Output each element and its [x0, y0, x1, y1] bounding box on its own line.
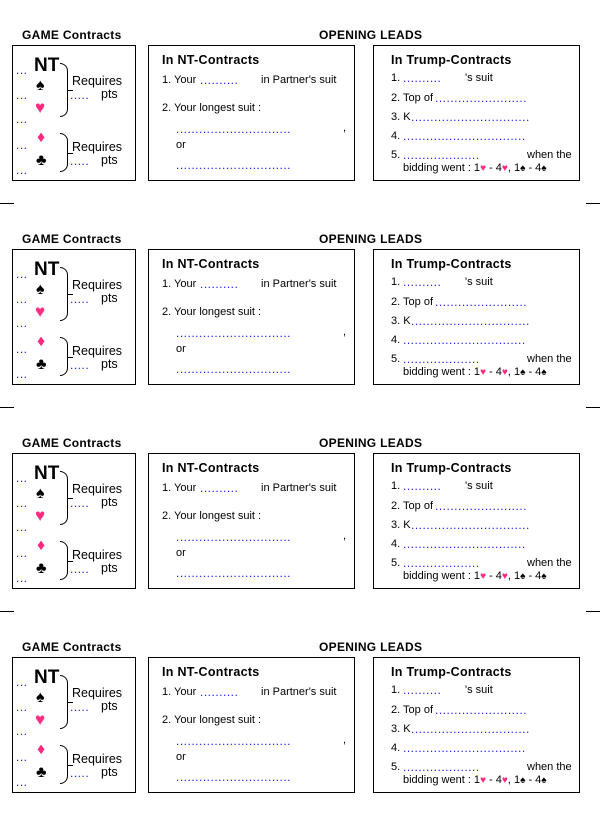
trump-item3-label: 3. K — [391, 111, 411, 123]
trump-contracts-box — [373, 453, 580, 589]
pts-label: pts — [101, 291, 118, 305]
trump-item3-blank: ............................... — [411, 722, 530, 736]
diamond-icon: ♦ — [37, 333, 46, 350]
trump-item1-label: 1. — [391, 480, 401, 492]
nt-line1-label: 1. Your — [162, 74, 197, 86]
heart-blank: ... — [16, 724, 28, 738]
trump-item5-tail: when the — [527, 149, 572, 161]
opening-leads-heading: OPENING LEADS — [319, 640, 423, 654]
nt-label: NT — [34, 463, 60, 484]
cut-mark-right — [586, 407, 600, 408]
bidding-line — [403, 774, 547, 786]
trump-contracts-box — [373, 45, 580, 181]
trump-item5-tail: when the — [527, 761, 572, 773]
major-brace — [60, 675, 68, 729]
trump-item1-label: 1. — [391, 276, 401, 288]
bid-mid: - 4 — [486, 366, 502, 378]
nt-line2-label: 2. Your longest suit : — [162, 102, 262, 114]
nt-box-title: In NT-Contracts — [162, 461, 260, 475]
trump-item5-label: 5. — [391, 761, 401, 773]
trump-item1-blank: .......... — [403, 479, 442, 493]
trump-item5-tail: when the — [527, 353, 572, 365]
nt-line4-blank: .............................. — [176, 158, 292, 172]
game-contracts-box — [12, 453, 136, 589]
nt-line3-blank: .............................. — [176, 326, 292, 340]
nt-contracts-box — [148, 453, 355, 589]
nt-contracts-box — [148, 657, 355, 793]
heart-icon: ♥ — [480, 775, 486, 786]
trump-item1-blank: .......... — [403, 683, 442, 697]
nt-line1-label: 1. Your — [162, 482, 197, 494]
requires-label: Requires — [72, 140, 123, 154]
trump-item5-label: 5. — [391, 149, 401, 161]
trump-item4-blank: ................................ — [403, 333, 526, 347]
trump-item3-label: 3. K — [391, 723, 411, 735]
club-blank: ... — [16, 571, 28, 585]
minor-brace — [60, 337, 68, 376]
requires-label: Requires — [72, 344, 123, 358]
requires-label: Requires — [72, 686, 123, 700]
bid-sep: , 1 — [507, 162, 521, 174]
pts-label: pts — [101, 87, 118, 101]
bid-prefix: bidding went : 1 — [403, 570, 481, 582]
nt-line2-label: 2. Your longest suit : — [162, 306, 262, 318]
nt-comma: , — [343, 122, 347, 134]
minor-pts-blank: ..... — [70, 766, 90, 780]
minor-pts-blank: ..... — [70, 358, 90, 372]
game-card — [0, 615, 600, 815]
trump-item4-label: 4. — [391, 538, 401, 550]
nt-label: NT — [34, 667, 60, 688]
nt-label: NT — [34, 55, 60, 76]
trump-item2-label: 2. Top of — [391, 704, 433, 716]
spade-icon: ♠ — [36, 281, 45, 298]
major-pts-blank: ..... — [70, 700, 90, 714]
nt-contracts-box — [148, 45, 355, 181]
heart-blank: ... — [16, 112, 28, 126]
trump-item4-blank: ................................ — [403, 741, 526, 755]
spade-icon: ♠ — [520, 775, 526, 786]
trump-item2-label: 2. Top of — [391, 500, 433, 512]
game-card — [0, 207, 600, 407]
spade-icon: ♠ — [520, 163, 526, 174]
diamond-icon: ♦ — [37, 537, 46, 554]
trump-item1-blank: .......... — [403, 71, 442, 85]
pts-label: pts — [101, 357, 118, 371]
trump-item3-label: 3. K — [391, 519, 411, 531]
nt-blank: ... — [16, 63, 28, 77]
spade-blank: ... — [16, 88, 28, 102]
nt-line1-blank: .......... — [200, 277, 239, 291]
bid-mid: - 4 — [525, 162, 542, 174]
nt-line1-label: 1. Your — [162, 278, 197, 290]
heart-icon: ♥ — [501, 367, 508, 378]
requires-label: Requires — [72, 482, 123, 496]
trump-item4-label: 4. — [391, 130, 401, 142]
trump-box-title: In Trump-Contracts — [391, 461, 512, 475]
trump-item1-tail: 's suit — [465, 72, 493, 84]
heart-icon: ♥ — [35, 98, 46, 117]
trump-item2-blank: ........................ — [435, 703, 528, 717]
cut-mark-right — [586, 611, 600, 612]
diamond-icon: ♦ — [37, 741, 46, 758]
nt-contracts-box — [148, 249, 355, 385]
spade-icon: ♠ — [541, 571, 547, 582]
heart-blank: ... — [16, 316, 28, 330]
nt-comma: , — [343, 326, 347, 338]
trump-item1-blank: .......... — [403, 275, 442, 289]
nt-line3-blank: .............................. — [176, 734, 292, 748]
spade-blank: ... — [16, 496, 28, 510]
trump-item5-blank: .................... — [403, 760, 480, 774]
cut-mark-left — [0, 203, 14, 204]
trump-item2-blank: ........................ — [435, 499, 528, 513]
trump-item5-blank: .................... — [403, 556, 480, 570]
trump-item4-label: 4. — [391, 334, 401, 346]
heart-icon: ♥ — [480, 571, 486, 582]
bid-mid: - 4 — [486, 570, 502, 582]
bid-mid: - 4 — [525, 774, 542, 786]
bidding-line — [403, 162, 547, 174]
game-contracts-box — [12, 249, 136, 385]
pts-label: pts — [101, 765, 118, 779]
heart-icon: ♥ — [35, 302, 46, 321]
trump-item4-blank: ................................ — [403, 129, 526, 143]
opening-leads-heading: OPENING LEADS — [319, 436, 423, 450]
bidding-line — [403, 570, 547, 582]
trump-contracts-box — [373, 249, 580, 385]
trump-item5-tail: when the — [527, 557, 572, 569]
nt-line1-label: 1. Your — [162, 686, 197, 698]
spade-icon: ♠ — [520, 367, 526, 378]
nt-blank: ... — [16, 675, 28, 689]
spade-icon: ♠ — [36, 689, 45, 706]
nt-comma: , — [343, 530, 347, 542]
trump-item1-label: 1. — [391, 684, 401, 696]
cut-mark-left — [0, 611, 14, 612]
bid-sep: , 1 — [507, 570, 521, 582]
game-contracts-box — [12, 657, 136, 793]
bid-mid: - 4 — [525, 366, 542, 378]
game-contracts-heading: GAME Contracts — [22, 28, 122, 42]
nt-or: or — [176, 343, 186, 355]
spade-icon: ♠ — [36, 77, 45, 94]
pts-label: pts — [101, 153, 118, 167]
pts-label: pts — [101, 699, 118, 713]
spade-icon: ♠ — [541, 367, 547, 378]
nt-box-title: In NT-Contracts — [162, 257, 260, 271]
trump-item1-tail: 's suit — [465, 480, 493, 492]
trump-item2-blank: ........................ — [435, 295, 528, 309]
diamond-blank: ... — [16, 546, 28, 560]
nt-line2-label: 2. Your longest suit : — [162, 714, 262, 726]
requires-label: Requires — [72, 548, 123, 562]
nt-line4-blank: .............................. — [176, 770, 292, 784]
spade-blank: ... — [16, 700, 28, 714]
club-blank: ... — [16, 367, 28, 381]
game-contracts-heading: GAME Contracts — [22, 640, 122, 654]
nt-line1-tail: in Partner's suit — [261, 278, 337, 290]
heart-blank: ... — [16, 520, 28, 534]
trump-item1-tail: 's suit — [465, 276, 493, 288]
nt-line1-tail: in Partner's suit — [261, 686, 337, 698]
trump-item3-label: 3. K — [391, 315, 411, 327]
nt-line1-blank: .......... — [200, 481, 239, 495]
club-icon: ♣ — [36, 764, 47, 781]
major-brace — [60, 471, 68, 525]
bid-mid: - 4 — [525, 570, 542, 582]
nt-or: or — [176, 751, 186, 763]
diamond-icon: ♦ — [37, 129, 46, 146]
nt-line3-blank: .............................. — [176, 122, 292, 136]
requires-label: Requires — [72, 74, 123, 88]
major-brace — [60, 63, 68, 117]
pts-label: pts — [101, 495, 118, 509]
game-contracts-box — [12, 45, 136, 181]
nt-or: or — [176, 547, 186, 559]
game-contracts-heading: GAME Contracts — [22, 232, 122, 246]
major-pts-blank: ..... — [70, 496, 90, 510]
minor-brace — [60, 133, 68, 172]
nt-line1-tail: in Partner's suit — [261, 74, 337, 86]
trump-item4-blank: ................................ — [403, 537, 526, 551]
nt-line1-blank: .......... — [200, 73, 239, 87]
bid-mid: - 4 — [486, 774, 502, 786]
opening-leads-heading: OPENING LEADS — [319, 28, 423, 42]
trump-box-title: In Trump-Contracts — [391, 665, 512, 679]
nt-line2-label: 2. Your longest suit : — [162, 510, 262, 522]
nt-label: NT — [34, 259, 60, 280]
cut-mark-right — [586, 203, 600, 204]
trump-item2-label: 2. Top of — [391, 296, 433, 308]
major-brace — [60, 267, 68, 321]
minor-brace — [60, 541, 68, 580]
trump-item2-label: 2. Top of — [391, 92, 433, 104]
club-icon: ♣ — [36, 560, 47, 577]
game-card — [0, 3, 600, 203]
trump-contracts-box — [373, 657, 580, 793]
club-blank: ... — [16, 163, 28, 177]
spade-blank: ... — [16, 292, 28, 306]
major-pts-blank: ..... — [70, 88, 90, 102]
bid-prefix: bidding went : 1 — [403, 366, 481, 378]
trump-item2-blank: ........................ — [435, 91, 528, 105]
spade-icon: ♠ — [541, 775, 547, 786]
heart-icon: ♥ — [35, 710, 46, 729]
minor-pts-blank: ..... — [70, 154, 90, 168]
nt-line3-blank: .............................. — [176, 530, 292, 544]
spade-icon: ♠ — [36, 485, 45, 502]
spade-icon: ♠ — [541, 163, 547, 174]
trump-item3-blank: ............................... — [411, 314, 530, 328]
trump-item1-tail: 's suit — [465, 684, 493, 696]
bid-prefix: bidding went : 1 — [403, 162, 481, 174]
trump-item3-blank: ............................... — [411, 110, 530, 124]
nt-box-title: In NT-Contracts — [162, 53, 260, 67]
trump-box-title: In Trump-Contracts — [391, 53, 512, 67]
nt-box-title: In NT-Contracts — [162, 665, 260, 679]
bid-sep: , 1 — [507, 774, 521, 786]
club-blank: ... — [16, 775, 28, 789]
spade-icon: ♠ — [520, 571, 526, 582]
nt-line1-blank: .......... — [200, 685, 239, 699]
cut-mark-left — [0, 407, 14, 408]
heart-icon: ♥ — [35, 506, 46, 525]
nt-blank: ... — [16, 267, 28, 281]
opening-leads-heading: OPENING LEADS — [319, 232, 423, 246]
heart-icon: ♥ — [501, 163, 508, 174]
trump-item4-label: 4. — [391, 742, 401, 754]
heart-icon: ♥ — [501, 775, 508, 786]
club-icon: ♣ — [36, 356, 47, 373]
requires-label: Requires — [72, 752, 123, 766]
minor-pts-blank: ..... — [70, 562, 90, 576]
requires-label: Requires — [72, 278, 123, 292]
nt-blank: ... — [16, 471, 28, 485]
nt-line1-tail: in Partner's suit — [261, 482, 337, 494]
nt-or: or — [176, 139, 186, 151]
nt-line4-blank: .............................. — [176, 362, 292, 376]
club-icon: ♣ — [36, 152, 47, 169]
heart-icon: ♥ — [480, 163, 486, 174]
game-card — [0, 411, 600, 611]
heart-icon: ♥ — [480, 367, 486, 378]
trump-item5-label: 5. — [391, 353, 401, 365]
diamond-blank: ... — [16, 342, 28, 356]
nt-line4-blank: .............................. — [176, 566, 292, 580]
trump-item3-blank: ............................... — [411, 518, 530, 532]
minor-brace — [60, 745, 68, 784]
diamond-blank: ... — [16, 138, 28, 152]
bidding-line — [403, 366, 547, 378]
pts-label: pts — [101, 561, 118, 575]
bid-sep: , 1 — [507, 366, 521, 378]
trump-box-title: In Trump-Contracts — [391, 257, 512, 271]
game-contracts-heading: GAME Contracts — [22, 436, 122, 450]
bid-mid: - 4 — [486, 162, 502, 174]
major-pts-blank: ..... — [70, 292, 90, 306]
nt-comma: , — [343, 734, 347, 746]
heart-icon: ♥ — [501, 571, 508, 582]
trump-item5-blank: .................... — [403, 148, 480, 162]
trump-item5-blank: .................... — [403, 352, 480, 366]
trump-item5-label: 5. — [391, 557, 401, 569]
diamond-blank: ... — [16, 750, 28, 764]
bid-prefix: bidding went : 1 — [403, 774, 481, 786]
trump-item1-label: 1. — [391, 72, 401, 84]
